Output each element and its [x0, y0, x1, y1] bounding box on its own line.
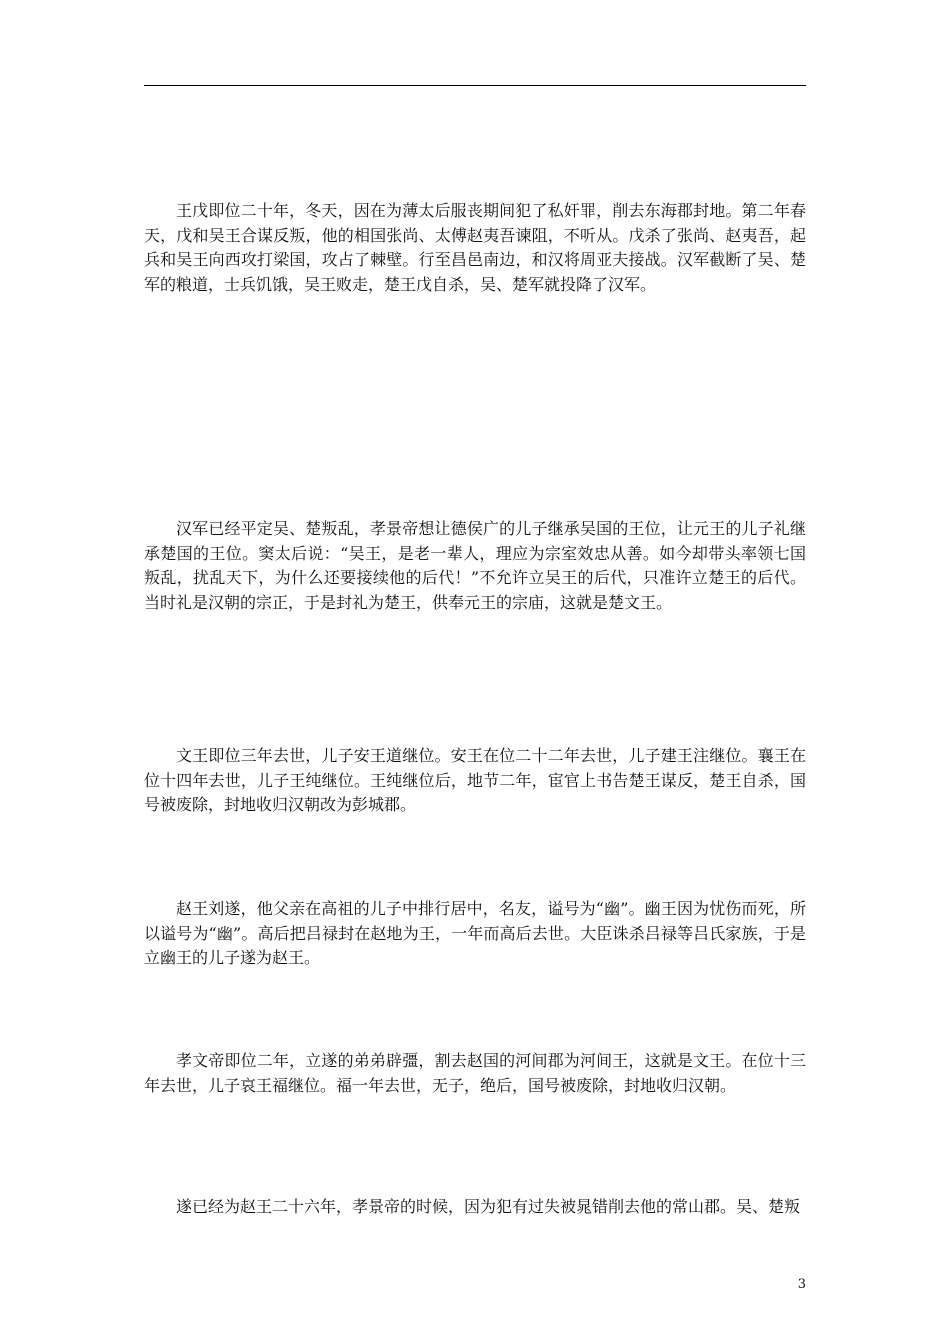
- paragraph-5: 孝文帝即位二年，立遂的弟弟辟彊，割去赵国的河间郡为河间王，这就是文王。在位十三年去世，儿子哀王福继位。福一年去世，无子，绝后，国号被废除，封地收归汉朝。: [144, 1051, 806, 1095]
- paragraph-1: 王戊即位二十年，冬天，因在为薄太后服丧期间犯了私奸罪，削去东海郡封地。第二年春天，戊和吴王合谋反叛，他的相国张尚、太傅赵夷吾谏阻，不听从。戊杀了张尚、赵夷吾，起兵和吴王向西攻打梁国，攻占了棘壁。行至昌邑南边，和汉将周亚夫接战。汉军截断了吴、楚军的粮道，士兵饥饿，吴王败走，楚王戊自杀，吴、楚军就投降了汉军。: [144, 201, 806, 294]
- page-number: 3: [797, 1277, 806, 1292]
- header-rule: [144, 85, 806, 86]
- paragraph-6: 遂已经为赵王二十六年，孝景帝的时候，因为犯有过失被晁错削去他的常山郡。吴、楚叛: [176, 1197, 801, 1216]
- paragraph-2: 汉军已经平定吴、楚叛乱，孝景帝想让德侯广的儿子继承吴国的王位，让元王的儿子礼继承楚国的王位。窦太后说：“吴王，是老一辈人，理应为宗室效忠从善。如今却带头率领七国叛乱，扰乱天下，为什么还要接续他的后代！”不允许立吴王的后代，只准许立楚王的后代。当时礼是汉朝的宗正，于是封礼为楚王，供奉元王的宗庙，这就是楚文王。: [144, 519, 806, 612]
- paragraph-3: 文王即位三年去世，儿子安王道继位。安王在位二十二年去世，儿子建王注继位。襄王在位十四年去世，儿子王纯继位。王纯继位后，地节二年，宦官上书告楚王谋反，楚王自杀，国号被废除，封地收归汉朝改为彭城郡。: [144, 746, 806, 814]
- paragraph-4: 赵王刘遂，他父亲在高祖的儿子中排行居中，名友，谥号为“幽”。幽王因为忧伤而死，所以谥号为“幽”。高后把吕禄封在赵地为王，一年而高后去世。大臣诛杀吕禄等吕氏家族，于是立幽王的儿子遂为赵王。: [144, 899, 806, 967]
